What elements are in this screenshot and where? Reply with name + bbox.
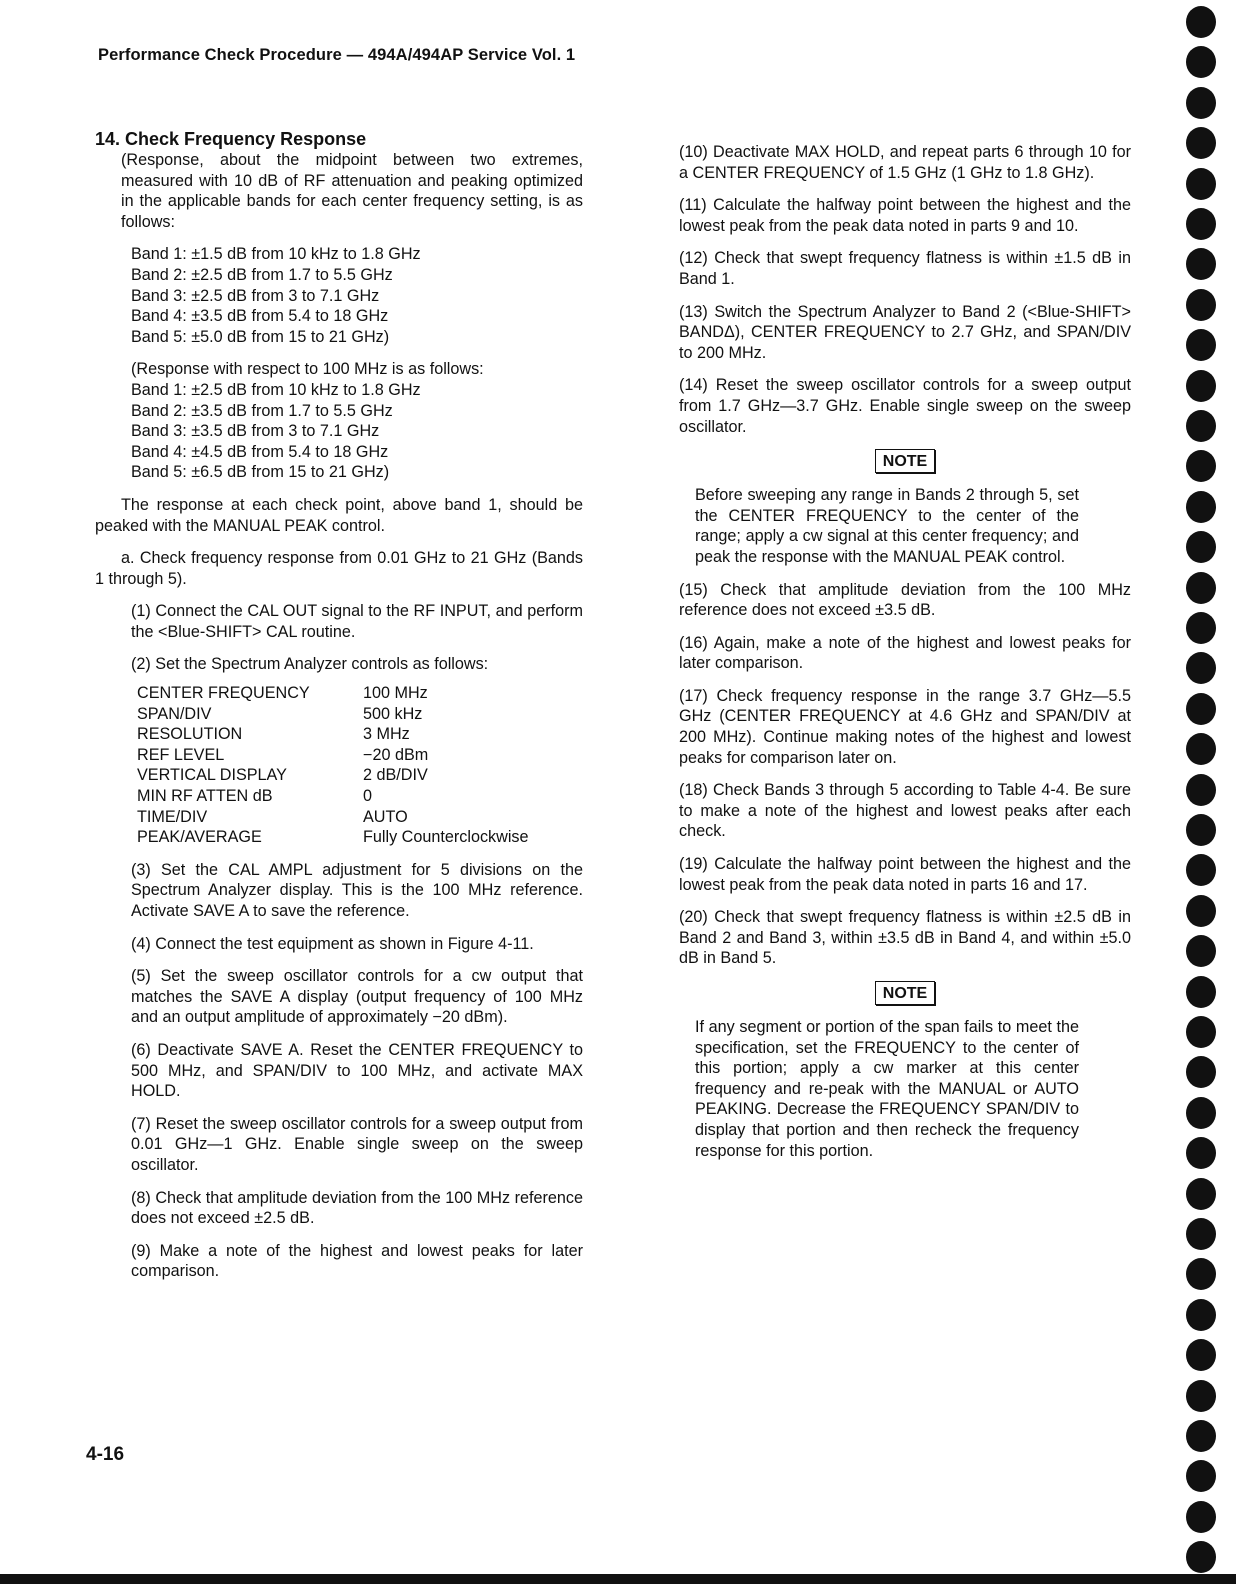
binder-hole — [1186, 693, 1216, 725]
control-value: −20 dBm — [363, 745, 429, 764]
band-spec: Band 4: ±4.5 dB from 5.4 to 18 GHz — [131, 442, 389, 461]
binder-hole — [1186, 450, 1216, 482]
step-14: (14) Reset the sweep oscillator controls for a sweep output from 1.7 GHz—3.7 GHz. Enable single sweep on the sweep oscillator. — [679, 376, 1131, 436]
control-value: 0 — [363, 787, 373, 806]
binder-hole — [1186, 1258, 1216, 1290]
band-spec: Band 5: ±6.5 dB from 15 to 21 GHz) — [131, 463, 390, 482]
control-name: REF LEVEL — [137, 745, 225, 764]
control-name: TIME/DIV — [137, 807, 208, 826]
binder-hole — [1186, 572, 1216, 604]
table-row — [137, 827, 529, 848]
binder-hole — [1186, 248, 1216, 280]
table-row — [137, 807, 529, 828]
note-label: NOTE — [875, 981, 935, 1005]
binder-hole — [1186, 814, 1216, 846]
control-value: 100 MHz — [363, 684, 428, 703]
binder-hole — [1186, 1380, 1216, 1412]
step-12: (12) Check that swept frequency flatness is within ±1.5 dB in Band 1. — [679, 249, 1131, 288]
binder-hole — [1186, 774, 1216, 806]
step-7: (7) Reset the sweep oscillator controls for a sweep output from 0.01 GHz—1 GHz. Enable single sweep on the sweep oscillator. — [131, 1114, 583, 1174]
binder-hole — [1186, 733, 1216, 765]
binder-hole — [1186, 1218, 1216, 1250]
binder-holes — [1186, 0, 1226, 1584]
band-spec: Band 3: ±2.5 dB from 3 to 7.1 GHz — [131, 286, 380, 305]
intro-paragraph: (Response, about the midpoint between two extremes, measured with 10 dB of RF attenuation and peaking optimized in the applicable bands for each center frequency setting, is as follows: — [121, 151, 583, 231]
binder-hole — [1186, 612, 1216, 644]
control-name: VERTICAL DISPLAY — [137, 766, 287, 785]
step-8: (8) Check that amplitude deviation from the 100 MHz reference does not exceed ±2.5 dB. — [131, 1188, 583, 1228]
page-bottom-edge — [0, 1574, 1236, 1584]
peak-note: The response at each check point, above band 1, should be peaked with the MANUAL PEAK control. — [95, 495, 583, 535]
step-13: (13) Switch the Spectrum Analyzer to Band 2 (<Blue-SHIFT> BANDΔ), CENTER FREQUENCY to 2.7 GHz, and SPAN/DIV to 200 MHz. — [679, 302, 1131, 362]
step-9: (9) Make a note of the highest and lowest peaks for later comparison. — [131, 1241, 583, 1281]
control-value: Fully Counterclockwise — [363, 828, 529, 847]
band-spec: Band 3: ±3.5 dB from 3 to 7.1 GHz — [131, 422, 380, 441]
binder-hole — [1186, 1056, 1216, 1088]
step-17: (17) Check frequency response in the range 3.7 GHz—5.5 GHz (CENTER FREQUENCY at 4.6 GHz and SPAN/DIV at 200 MHz). Continue making notes of the highest and lowest peaks for comparison later on. — [679, 686, 1131, 767]
binder-hole — [1186, 168, 1216, 200]
step-1: (1) Connect the CAL OUT signal to the RF INPUT, and perform the <Blue-SHIFT> CAL routine. — [131, 602, 583, 641]
step-5: (5) Set the sweep oscillator controls for a cw output that matches the SAVE A display (output frequency of 100 MHz and an output amplitude of approximately −20 dBm). — [131, 967, 583, 1027]
binder-hole — [1186, 289, 1216, 321]
binder-hole — [1186, 1299, 1216, 1331]
right-column — [679, 142, 1131, 1173]
binder-hole — [1186, 208, 1216, 240]
control-name: MIN RF ATTEN dB — [137, 787, 273, 806]
binder-hole — [1186, 46, 1216, 78]
binder-hole — [1186, 854, 1216, 886]
band-spec: Band 4: ±3.5 dB from 5.4 to 18 GHz — [131, 307, 389, 326]
step-4: (4) Connect the test equipment as shown in Figure 4-11. — [131, 934, 534, 953]
step-20: (20) Check that swept frequency flatness is within ±2.5 dB in Band 2 and Band 3, within ±3.5 dB in Band 4, and within ±5.0 dB in Band 5. — [679, 908, 1131, 968]
table-row — [137, 786, 529, 807]
band-spec: Band 5: ±5.0 dB from 15 to 21 GHz) — [131, 327, 390, 346]
step-2: (2) Set the Spectrum Analyzer controls as follows: — [131, 655, 489, 674]
step-18: (18) Check Bands 3 through 5 according to Table 4-4. Be sure to make a note of the highest and lowest peaks after each check. — [679, 781, 1131, 841]
note-text: If any segment or portion of the span fails to meet the specification, set the FREQUENCY to the center of this portion; apply a cw marker at this center frequency and re-peak with the MANUAL or AUTO PEAKING. Decrease the FREQUENCY SPAN/DIV to display that portion and then recheck the frequency response for this portion. — [695, 1018, 1079, 1160]
step-a: a. Check frequency response from 0.01 GHz to 21 GHz (Bands 1 through 5). — [95, 549, 583, 588]
control-value: 3 MHz — [363, 725, 410, 744]
band-spec-list-midpoint — [95, 244, 583, 347]
binder-hole — [1186, 895, 1216, 927]
control-name: RESOLUTION — [137, 725, 243, 744]
binder-hole — [1186, 976, 1216, 1008]
step-15: (15) Check that amplitude deviation from the 100 MHz reference does not exceed ±3.5 dB. — [679, 580, 1131, 620]
control-value: 500 kHz — [363, 704, 423, 723]
note-label-wrap — [679, 449, 1131, 473]
binder-hole — [1186, 1541, 1216, 1573]
control-value: 2 dB/DIV — [363, 766, 428, 785]
binder-hole — [1186, 531, 1216, 563]
page-number: 4-16 — [86, 1444, 125, 1465]
note-label: NOTE — [875, 449, 935, 473]
band-spec: Band 2: ±3.5 dB from 1.7 to 5.5 GHz — [131, 401, 393, 420]
control-name: CENTER FREQUENCY — [137, 684, 310, 703]
binder-hole — [1186, 410, 1216, 442]
control-name: PEAK/AVERAGE — [137, 828, 262, 847]
binder-hole — [1186, 1097, 1216, 1129]
binder-hole — [1186, 127, 1216, 159]
binder-hole — [1186, 652, 1216, 684]
binder-hole — [1186, 87, 1216, 119]
step-19: (19) Calculate the halfway point between the highest and the lowest peak from the peak data noted in parts 16 and 17. — [679, 855, 1131, 894]
band-spec-list-100mhz — [95, 359, 583, 483]
note-label-wrap — [679, 981, 1131, 1005]
binder-hole — [1186, 1016, 1216, 1048]
section-heading: 14. Check Frequency Response — [95, 129, 367, 149]
left-column — [95, 128, 583, 1294]
table-row — [137, 683, 529, 704]
page-header: Performance Check Procedure — 494A/494AP Service Vol. 1 — [98, 46, 576, 64]
table-row — [137, 704, 529, 725]
control-value: AUTO — [363, 807, 408, 826]
control-name: SPAN/DIV — [137, 704, 212, 723]
table-row — [137, 724, 529, 745]
step-10: (10) Deactivate MAX HOLD, and repeat parts 6 through 10 for a CENTER FREQUENCY of 1.5 GHz (1 GHz to 1.8 GHz). — [679, 143, 1131, 182]
binder-hole — [1186, 329, 1216, 361]
step-3: (3) Set the CAL AMPL adjustment for 5 divisions on the Spectrum Analyzer display. This is the 100 MHz reference. Activate SAVE A to save the reference. — [131, 860, 583, 920]
binder-hole — [1186, 1137, 1216, 1169]
band-spec: Band 1: ±1.5 dB from 10 kHz to 1.8 GHz — [131, 245, 421, 264]
binder-hole — [1186, 370, 1216, 402]
controls-table — [137, 683, 529, 848]
table-row — [137, 745, 529, 766]
step-11: (11) Calculate the halfway point between the highest and the lowest peak from the peak data noted in parts 9 and 10. — [679, 196, 1131, 235]
band-spec: Band 1: ±2.5 dB from 10 kHz to 1.8 GHz — [131, 380, 421, 399]
table-row — [137, 765, 529, 786]
band-spec-intro: (Response with respect to 100 MHz is as follows: — [131, 360, 484, 379]
band-spec: Band 2: ±2.5 dB from 1.7 to 5.5 GHz — [131, 265, 393, 284]
binder-hole — [1186, 1460, 1216, 1492]
note-text: Before sweeping any range in Bands 2 through 5, set the CENTER FREQUENCY to the center of the range; apply a cw signal at this center frequency; and peak the response with the MANUAL PEAK control. — [695, 486, 1079, 566]
binder-hole — [1186, 491, 1216, 523]
binder-hole — [1186, 1501, 1216, 1533]
binder-hole — [1186, 935, 1216, 967]
binder-hole — [1186, 6, 1216, 38]
binder-hole — [1186, 1178, 1216, 1210]
step-16: (16) Again, make a note of the highest and lowest peaks for later comparison. — [679, 633, 1131, 673]
step-6: (6) Deactivate SAVE A. Reset the CENTER FREQUENCY to 500 MHz, and SPAN/DIV to 100 MHz, and activate MAX HOLD. — [131, 1040, 583, 1101]
binder-hole — [1186, 1339, 1216, 1371]
binder-hole — [1186, 1420, 1216, 1452]
